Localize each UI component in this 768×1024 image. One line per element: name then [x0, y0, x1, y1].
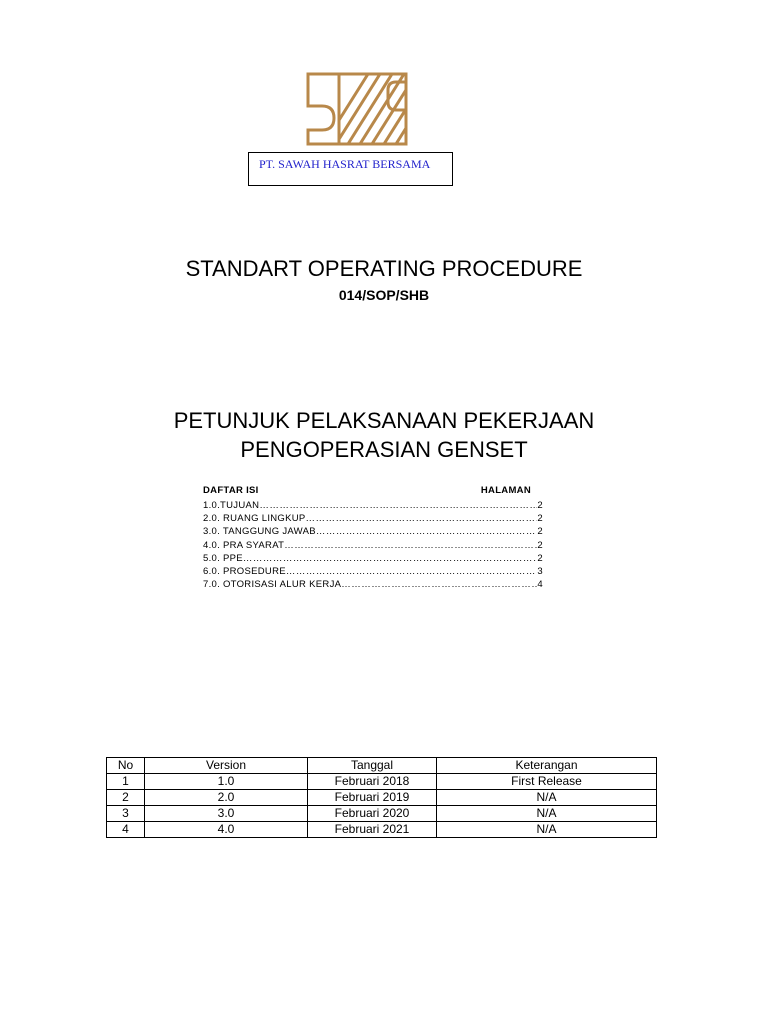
- document-title-line-2: PENGOPERASIAN GENSET: [240, 437, 528, 462]
- cell-keterangan: N/A: [437, 822, 657, 838]
- column-header-keterangan: Keterangan: [437, 758, 657, 774]
- toc-page-heading: HALAMAN: [480, 485, 531, 496]
- version-table-body: [107, 774, 657, 838]
- table-of-contents: [203, 485, 543, 591]
- toc-item-page: 3: [537, 565, 543, 577]
- toc-leader-dots: [284, 539, 537, 552]
- cell-tanggal: Februari 2018: [308, 774, 437, 790]
- document-title-line-1: PETUNJUK PELAKSANAAN PEKERJAAN: [173, 408, 595, 433]
- toc-leader-dots: [259, 499, 537, 512]
- toc-item: [203, 578, 543, 591]
- cell-tanggal: Februari 2019: [308, 790, 437, 806]
- cell-no: 1: [107, 774, 145, 790]
- toc-item-label: 3.0. TANGGUNG JAWAB: [203, 526, 316, 538]
- table-row: [107, 806, 657, 822]
- table-row: [107, 790, 657, 806]
- toc-heading: DAFTAR ISI: [203, 485, 259, 496]
- toc-item-page: 4: [537, 579, 543, 591]
- table-header-row: [107, 758, 657, 774]
- toc-leader-dots: [306, 512, 538, 525]
- toc-item: [203, 512, 543, 525]
- toc-item-page: 2: [537, 526, 543, 538]
- cell-tanggal: Februari 2021: [308, 822, 437, 838]
- toc-leader-dots: [316, 525, 538, 538]
- sop-number: 014/SOP/SHB: [338, 287, 430, 303]
- cell-version: 3.0: [145, 806, 308, 822]
- toc-item: [203, 525, 543, 538]
- toc-item-label: 4.0. PRA SYARAT: [203, 539, 285, 551]
- toc-item: [203, 539, 543, 552]
- toc-item: [203, 565, 543, 578]
- cell-no: 2: [107, 790, 145, 806]
- cell-keterangan: N/A: [437, 806, 657, 822]
- sop-title: STANDART OPERATING PROCEDURE: [185, 256, 583, 281]
- company-name-box: [248, 152, 453, 186]
- company-name: PT. SAWAH HASRAT BERSAMA: [259, 157, 431, 171]
- table-row: [107, 822, 657, 838]
- cell-version: 4.0: [145, 822, 308, 838]
- version-history-table: [106, 757, 657, 838]
- toc-item-label: 6.0. PROSEDURE: [203, 565, 286, 577]
- toc-item-page: 2: [537, 500, 543, 511]
- toc-items: [203, 499, 543, 591]
- cell-no: 3: [107, 806, 145, 822]
- toc-item: [203, 499, 543, 512]
- cell-no: 4: [107, 822, 145, 838]
- toc-item-label: 1.0.TUJUAN: [203, 500, 260, 511]
- toc-item: [203, 552, 543, 565]
- toc-leader-dots: [243, 552, 538, 565]
- column-header-no: No: [107, 758, 145, 774]
- toc-item-page: 2: [537, 513, 543, 525]
- toc-item-page: 2: [537, 539, 543, 551]
- toc-item-label: 2.0. RUANG LINGKUP: [203, 513, 306, 525]
- column-header-tanggal: Tanggal: [308, 758, 437, 774]
- toc-leader-dots: [341, 578, 537, 591]
- toc-header: [203, 485, 543, 499]
- cell-version: 2.0: [145, 790, 308, 806]
- table-row: [107, 774, 657, 790]
- cell-keterangan: First Release: [437, 774, 657, 790]
- cell-version: 1.0: [145, 774, 308, 790]
- column-header-version: Version: [145, 758, 308, 774]
- toc-item-page: 2: [537, 552, 543, 564]
- cell-keterangan: N/A: [437, 790, 657, 806]
- cell-tanggal: Februari 2020: [308, 806, 437, 822]
- toc-leader-dots: [286, 565, 538, 578]
- toc-item-label: 5.0. PPE: [203, 552, 243, 564]
- company-logo: [306, 72, 408, 146]
- toc-item-label: 7.0. OTORISASI ALUR KERJA: [203, 579, 342, 591]
